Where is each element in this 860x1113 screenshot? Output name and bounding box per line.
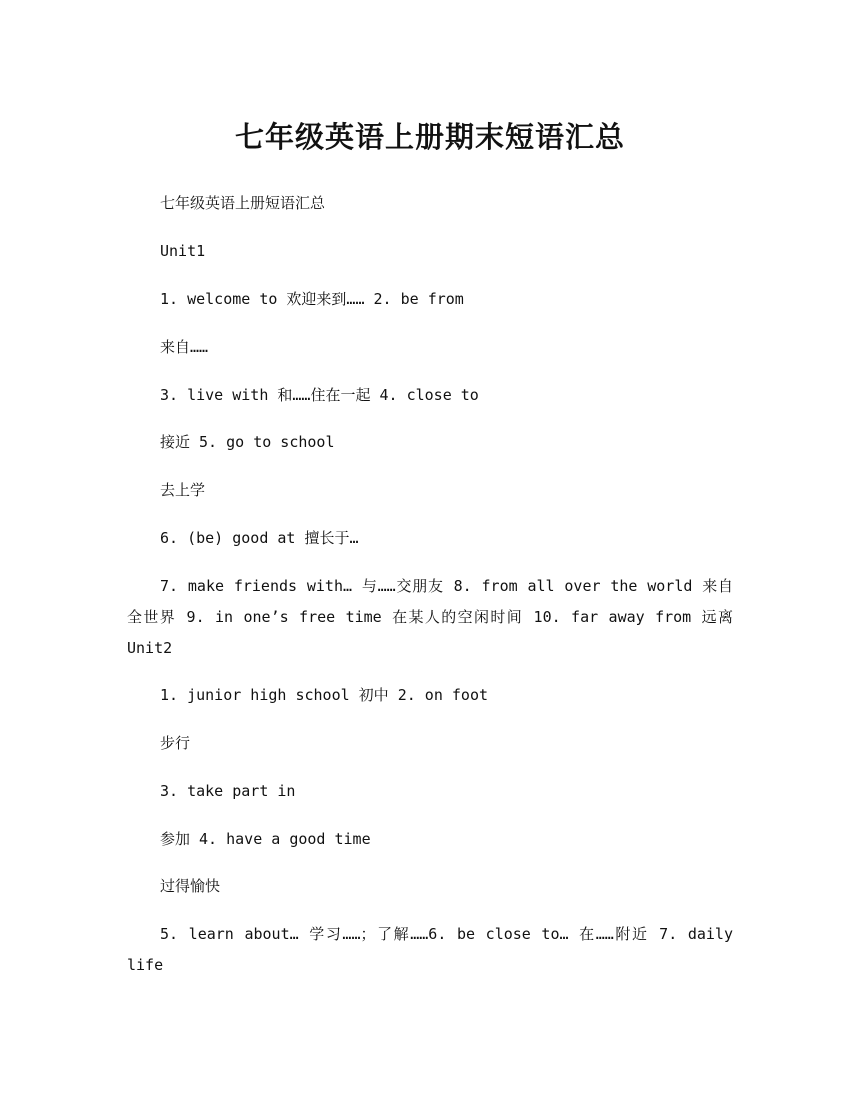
paragraph: 5. learn about… 学习……；了解……6. be close to… 在……附近 7. daily life <box>127 925 733 974</box>
paragraph: 七年级英语上册短语汇总 <box>160 194 326 212</box>
paragraph: 7. make friends with… 与……交朋友 8. from all over the world 来自全世界 9. in one’s free time 在某人的空闲时间 10. far away from 远离Unit2 <box>127 577 733 657</box>
paragraph: 1. welcome to 欢迎来到…… 2. be from <box>160 290 464 308</box>
paragraph: 1. junior high school 初中 2. on foot <box>160 686 489 704</box>
paragraph: 步行 <box>160 734 191 752</box>
paragraph: 过得愉快 <box>160 877 221 895</box>
paragraph: 6. (be) good at 擅长于… <box>160 529 359 547</box>
paragraph: 3. live with 和……住在一起 4. close to <box>160 386 479 404</box>
paragraph: Unit1 <box>160 242 206 260</box>
paragraph: 去上学 <box>160 481 206 499</box>
paragraph: 接近 5. go to school <box>160 433 335 451</box>
document-title: 七年级英语上册期末短语汇总 <box>234 120 625 154</box>
paragraph: 来自…… <box>160 338 209 356</box>
paragraph: 3. take part in <box>160 782 296 800</box>
paragraph: 参加 4. have a good time <box>160 830 371 848</box>
